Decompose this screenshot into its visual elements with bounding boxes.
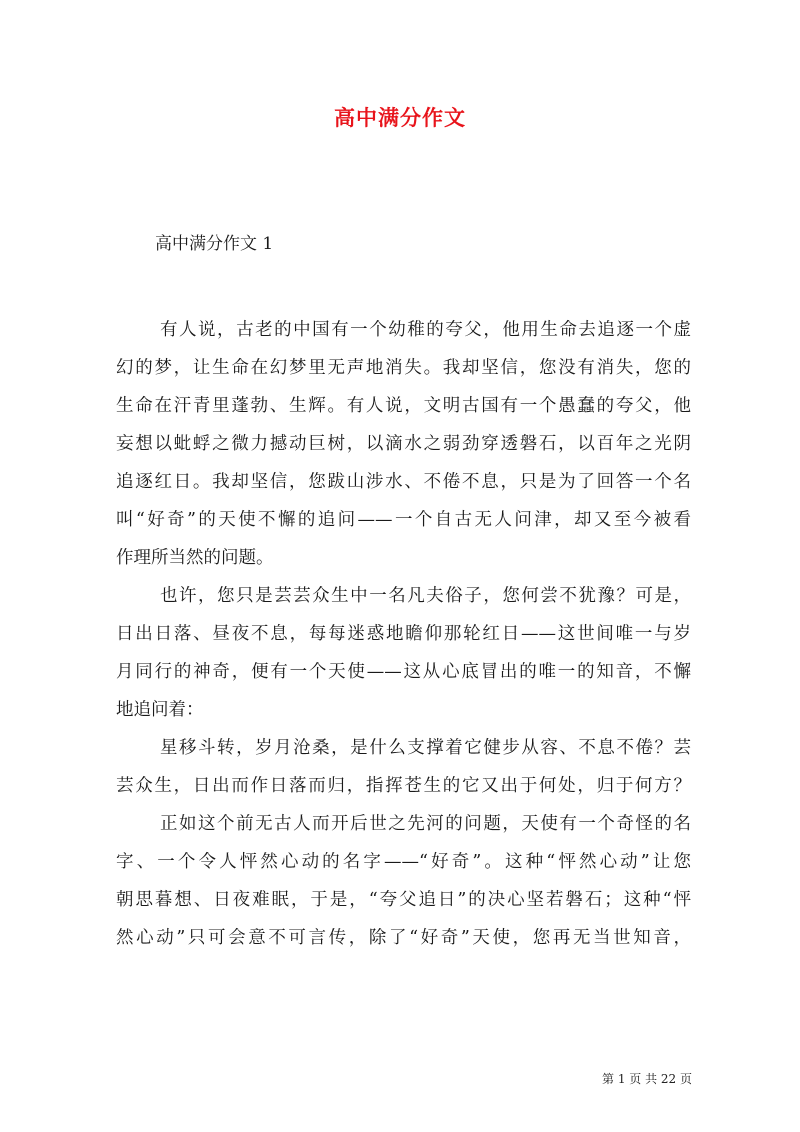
text-line: 追逐红日。我却坚信，您跋山涉水、不倦不息，只是为了回答一个名 <box>116 472 691 492</box>
page-number: 第 1 页 共 22 页 <box>602 1072 692 1086</box>
text-line: 地追问着： <box>116 700 204 720</box>
body-text <box>116 311 691 957</box>
text-line: 叫“好奇”的天使不懈的追问——一个自古无人问津，却又至今被看 <box>116 510 691 530</box>
text-line: 然心动”只可会意不可言传，除了“好奇”天使，您再无当世知音， <box>116 928 691 948</box>
text-line: 正如这个前无古人而开后世之先河的问题，天使有一个奇怪的名 <box>160 814 691 834</box>
text-line: 也许，您只是芸芸众生中一名凡夫俗子，您何尝不犹豫？可是， <box>160 586 691 606</box>
text-line: 芸众生，日出而作日落而归，指挥苍生的它又出于何处，归于何方？ <box>116 776 691 796</box>
text-line: 生命在汗青里蓬勃、生辉。有人说，文明古国有一个愚蠢的夸父，他 <box>116 396 691 416</box>
text-line: 有人说，古老的中国有一个幼稚的夸父，他用生命去追逐一个虚 <box>160 320 691 340</box>
text-line: 幻的梦，让生命在幻梦里无声地消失。我却坚信，您没有消失，您的 <box>116 358 691 378</box>
section-heading: 高中满分作文 1 <box>155 234 274 254</box>
text-line: 月同行的神奇，便有一个天使——这从心底冒出的唯一的知音，不懈 <box>116 662 691 682</box>
text-line: 星移斗转，岁月沧桑，是什么支撑着它健步从容、不息不倦？芸 <box>160 738 691 758</box>
text-line: 朝思暮想、日夜难眠，于是，“夸父追日”的决心坚若磐石；这种“怦 <box>116 890 691 910</box>
text-line: 妄想以蚍蜉之微力撼动巨树，以滴水之弱劲穿透磐石，以百年之光阴 <box>116 434 691 454</box>
text-line: 字、一个令人怦然心动的名字——“好奇”。这种“怦然心动”让您 <box>116 852 691 872</box>
text-line: 作理所当然的问题。 <box>116 548 274 568</box>
document-title: 高中满分作文 <box>334 105 466 130</box>
text-line: 日出日落、昼夜不息，每每迷惑地瞻仰那轮红日——这世间唯一与岁 <box>116 624 691 644</box>
